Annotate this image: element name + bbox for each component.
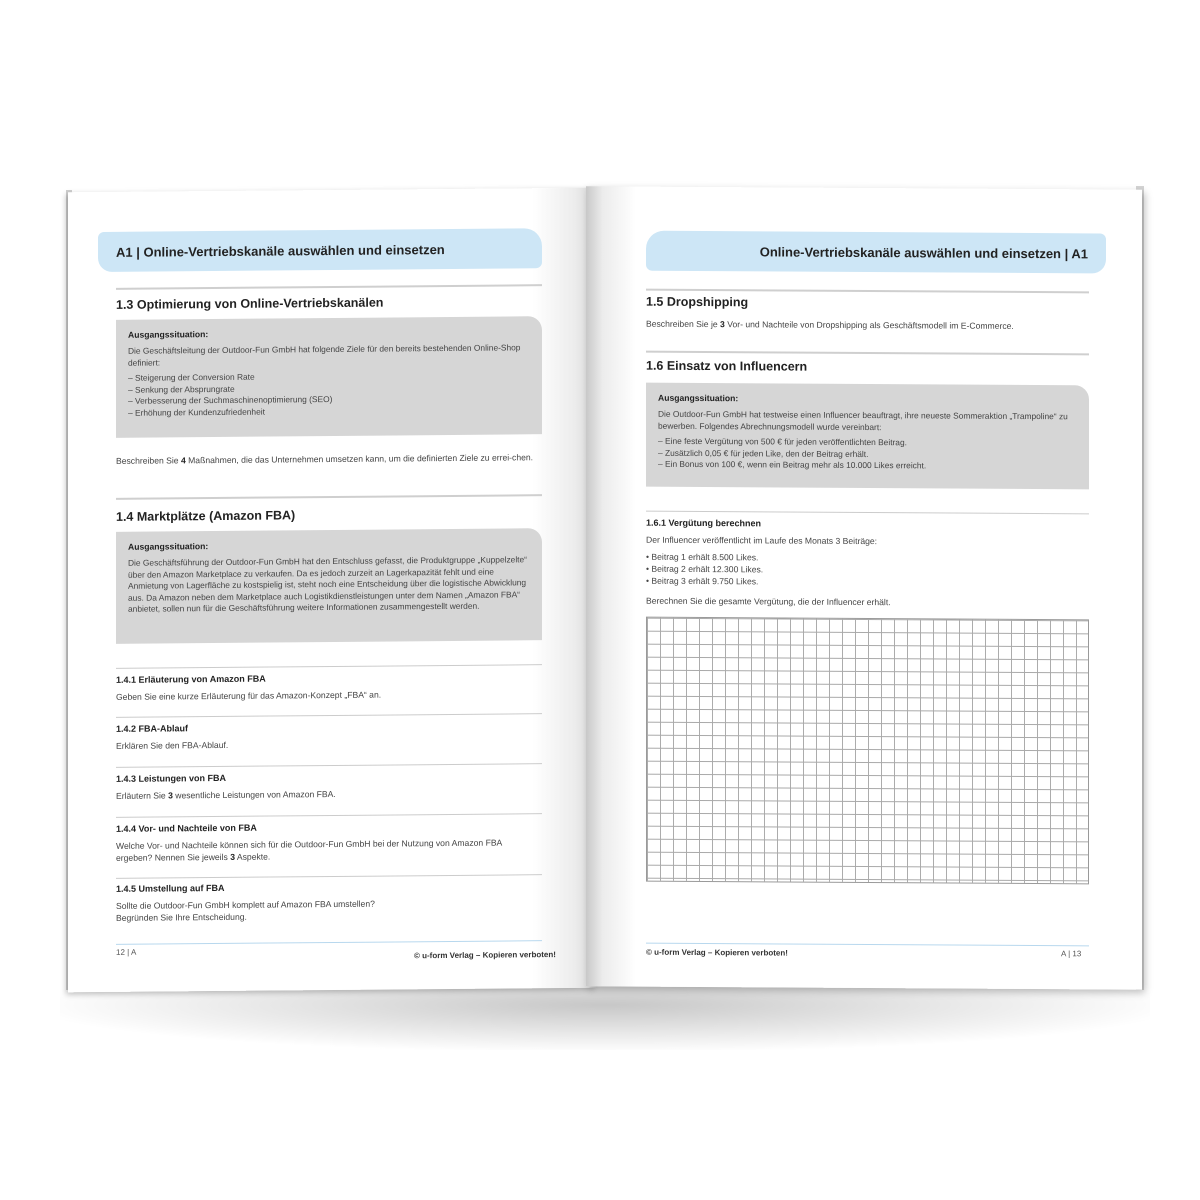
section-1-4-1-title: 1.4.1 Erläuterung von Amazon FBA	[116, 673, 266, 685]
divider	[116, 813, 542, 818]
section-1-5-title: 1.5 Dropshipping	[646, 294, 749, 310]
payment-list	[658, 436, 1077, 473]
task-1-5: Beschreiben Sie je 3 Vor- und Nachteile von Dropshipping als Geschäftsmodell im E-Commerce.	[646, 318, 1014, 331]
box-label: Ausgangssituation:	[128, 329, 209, 340]
task-1-3: Beschreiben Sie 4 Maßnahmen, die das Unternehmen umsetzen kann, um die definierten Ziele zu errei-chen.	[116, 452, 534, 466]
list-item: • Beitrag 3 erhält 9.750 Likes.	[646, 575, 763, 588]
section-1-6-title: 1.6 Einsatz von Influencern	[646, 358, 808, 374]
goal-list	[128, 369, 530, 419]
copyright: © u-form Verlag – Kopieren verboten!	[414, 950, 556, 961]
page-number: A | 13	[1061, 949, 1082, 959]
copyright: © u-form Verlag – Kopieren verboten!	[646, 947, 788, 958]
right-page	[586, 186, 1142, 989]
footer-line	[646, 943, 1089, 947]
task-1-6-1: Berechnen Sie die gesamte Vergütung, die der Influencer erhält.	[646, 595, 891, 608]
divider	[116, 494, 542, 500]
divider	[646, 511, 1089, 515]
section-1-4-5-title: 1.4.5 Umstellung auf FBA	[116, 882, 225, 894]
box-label: Ausgangssituation:	[658, 392, 739, 404]
list-item: – Eine feste Vergütung von 500 € für jeden veröffentlichten Beitrag.	[658, 436, 1077, 450]
divider	[646, 289, 1089, 294]
section-1-6-1-title: 1.6.1 Vergütung berechnen	[646, 517, 762, 529]
answer-grid[interactable]	[646, 617, 1089, 885]
list-item: • Beitrag 2 erhält 12.300 Likes.	[646, 563, 763, 576]
divider	[646, 351, 1089, 356]
situation-box-1-3	[116, 316, 542, 438]
box-text: Die Outdoor-Fun GmbH hat testweise einen Influencer beauftragt, ihre neueste Sommeraktion „Trampoline“ zu bewerben. Folgendes Abrechnungsmodell wurde vereinbart:	[658, 408, 1068, 432]
section-1-4-title: 1.4 Marktplätze (Amazon FBA)	[116, 508, 296, 524]
section-1-4-2-title: 1.4.2 FBA-Ablauf	[116, 723, 189, 734]
task-1-4-3: Erläutern Sie 3 wesentliche Leistungen von Amazon FBA.	[116, 788, 336, 801]
task-1-4-1: Geben Sie eine kurze Erläuterung für das Amazon-Konzept „FBA“ an.	[116, 689, 382, 702]
likes-list	[646, 551, 763, 588]
situation-box-1-4	[116, 528, 542, 644]
divider	[116, 284, 542, 290]
divider	[116, 874, 542, 879]
situation-box-1-6	[646, 383, 1089, 490]
list-item: – Steigerung der Conversion Rate	[128, 369, 530, 384]
divider	[116, 664, 542, 669]
section-1-4-4-title: 1.4.4 Vor- und Nachteile von FBA	[116, 822, 257, 834]
list-item: – Ein Bonus von 100 €, wenn ein Beitrag mehr als 10.000 Likes erreicht.	[658, 459, 1077, 473]
task-1-4-5: Sollte die Outdoor-Fun GmbH komplett auf Amazon FBA umstellen? Begründen Sie Ihre Entscheidung.	[116, 898, 375, 923]
list-item: – Verbesserung der Suchmaschinenoptimierung (SEO)	[128, 392, 530, 407]
left-page	[68, 188, 596, 993]
box-text: Die Geschäftsleitung der Outdoor-Fun GmbH hat folgende Ziele für den bereits bestehenden Online-Shop definiert:	[128, 342, 521, 368]
divider	[116, 713, 542, 718]
task-1-4-4: Welche Vor- und Nachteile können sich für die Outdoor-Fun GmbH bei der Nutzung von Amazon FBA ergeben? Nennen Sie jeweils 3 Aspekte.	[116, 837, 503, 863]
divider	[116, 763, 542, 768]
page-number: 12 | A	[116, 947, 137, 957]
left-header: A1 | Online-Vertriebskanäle auswählen und einsetzen	[98, 228, 542, 272]
list-item: – Erhöhung der Kundenzufriedenheit	[128, 404, 530, 419]
footer-line	[116, 940, 542, 945]
box-label: Ausgangssituation:	[128, 541, 209, 552]
section-1-4-3-title: 1.4.3 Leistungen von FBA	[116, 772, 227, 784]
right-header: Online-Vertriebskanäle auswählen und einsetzen | A1	[646, 231, 1106, 274]
list-item: • Beitrag 1 erhält 8.500 Likes.	[646, 551, 763, 564]
list-item: – Senkung der Absprungrate	[128, 381, 530, 396]
box-text: Die Geschäftsführung der Outdoor-Fun GmbH hat den Entschluss gefasst, die Produktgruppe „Kuppelzelte“ über den Amazon Marketplace zu verkaufen. Da es jedoch zurzeit an Lagerkapazität fehlt und eine Anmietung von Lagerfläche zu kostspielig ist, steht noch eine Entscheidung über die logistische Abwicklung aus. Da Amazon neben dem Marketplace auch Logistikdienstleistungen unter dem Namen „Amazon FBA“ anbietet, sollen nun für die Geschäftsführung weitere Informationen zusammengestellt werden.	[128, 554, 527, 614]
list-item: – Zusätzlich 0,05 € für jeden Like, den der Beitrag erhält.	[658, 447, 1077, 461]
section-1-3-title: 1.3 Optimierung von Online-Vertriebskanälen	[116, 295, 384, 312]
intro-1-6-1: Der Influencer veröffentlicht im Laufe des Monats 3 Beiträge:	[646, 534, 878, 547]
task-1-4-2: Erklären Sie den FBA-Ablauf.	[116, 739, 229, 751]
